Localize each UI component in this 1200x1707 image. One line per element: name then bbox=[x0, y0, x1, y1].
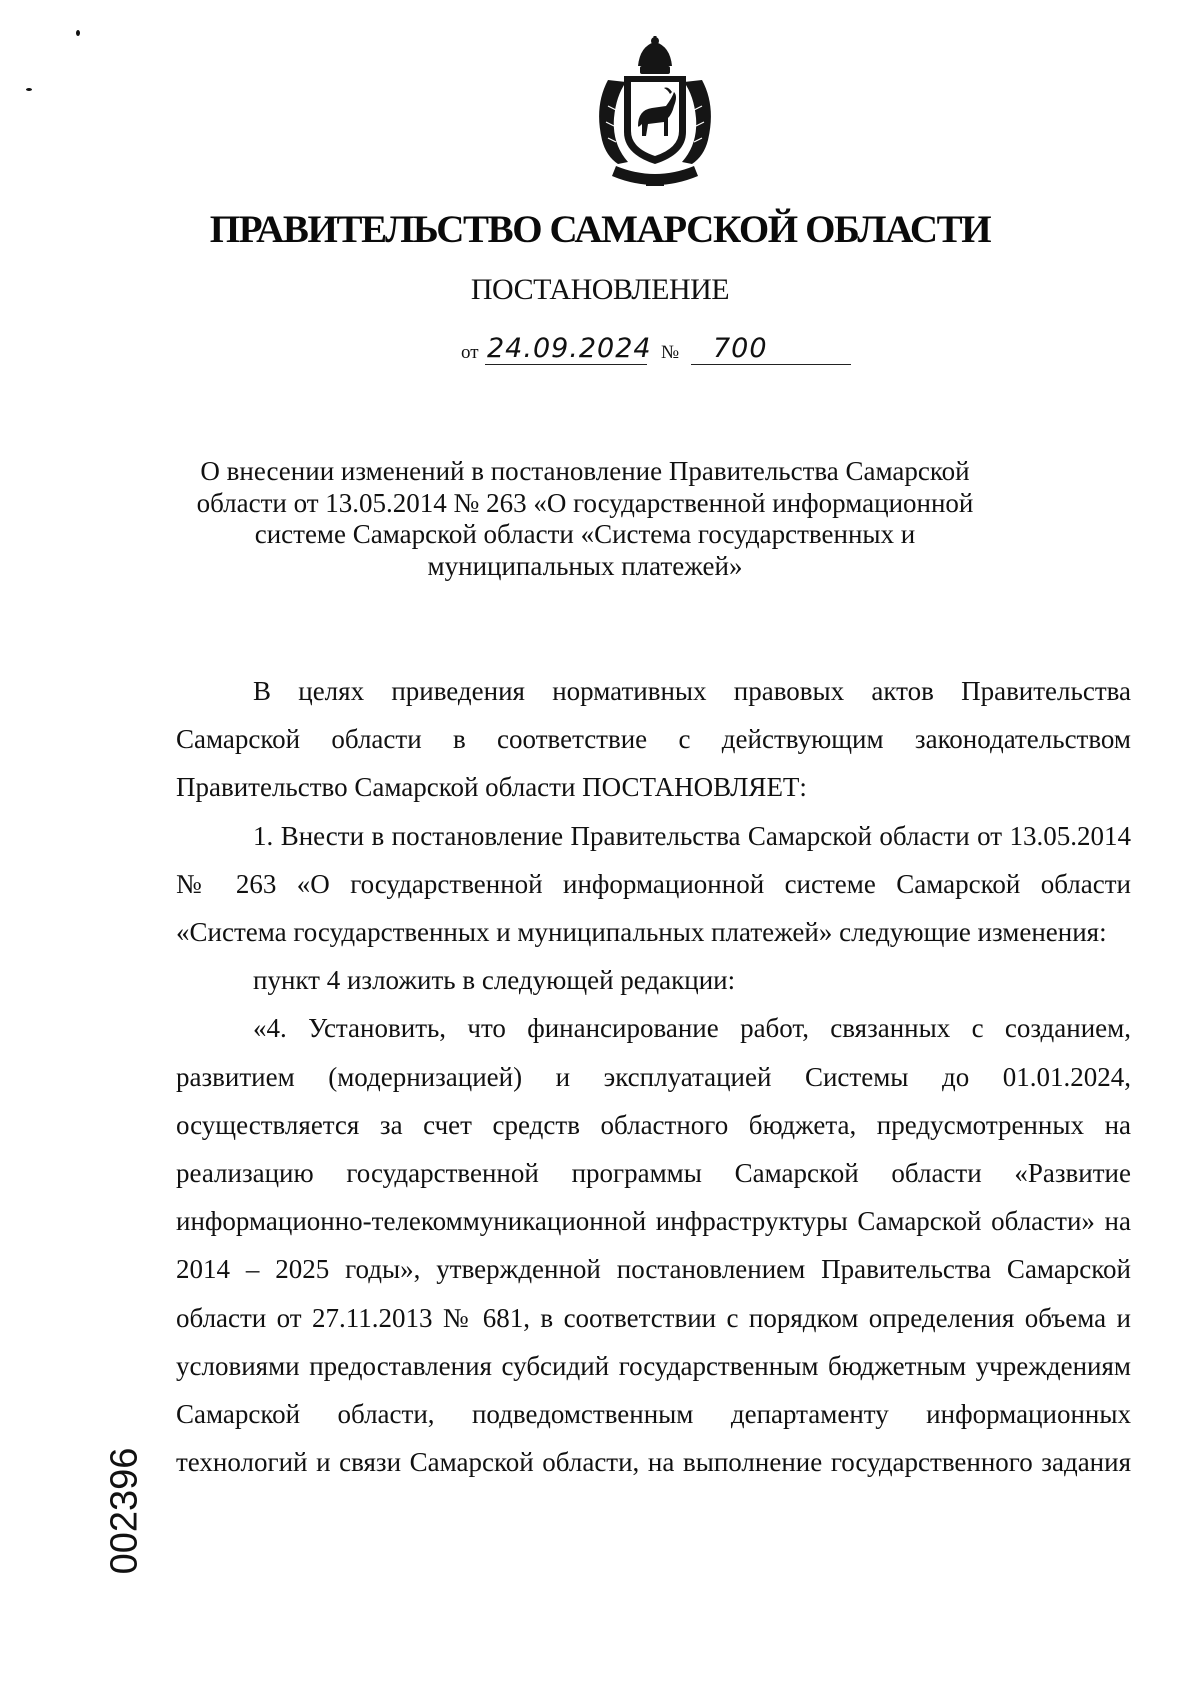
scan-speck bbox=[76, 30, 80, 36]
document-subject: О внесении изменений в постановление Правительства Самарской области от 13.05.2014 № 263 «О государственной информационной системе Самарской области «Система государственных и муниципальных платежей» bbox=[196, 456, 974, 581]
number-prefix: № bbox=[661, 342, 680, 363]
coat-of-arms-emblem bbox=[588, 36, 722, 192]
body-paragraph-amendment: «4. Установить, что финансирование работ, связанных с созданием, развитием (модернизацией) и эксплуатацией Системы до 01.01.2024, осуществляется за счет средств областного бюджета, предусмотренных на реализацию государственной программы Самарской области «Развитие информационно-телекоммуникационной инфраструктуры Самарской области» на 2014 – 2025 годы», утвержденной постановлением Правительства Самарской области от 27.11.2013 № 681, в соответствии с порядком определения объема и условиями предоставления субсидий государственным бюджетным учреждениям Самарской области, подведомственным департаменту информационных технологий и связи Самарской области, на выполнение государственного задания bbox=[176, 1013, 1131, 1478]
date-underline bbox=[485, 364, 647, 365]
side-serial-number-text: 002396 bbox=[103, 1447, 146, 1574]
document-body bbox=[176, 667, 1131, 1486]
document-type: ПОСТАНОВЛЕНИЕ bbox=[470, 273, 730, 306]
date-number-line bbox=[461, 330, 851, 370]
document-date: 24.09.2024 bbox=[487, 333, 652, 364]
body-paragraph-item-1: 1. Внести в постановление Правительства Самарской области от 13.05.2014 № 263 «О государственной информационной системе Самарской области «Система государственных и муниципальных платежей» следующие изменения: bbox=[176, 820, 1131, 948]
document-number: 700 bbox=[713, 333, 768, 364]
side-serial-number bbox=[95, 1423, 155, 1598]
body-paragraph-intro: В целях приведения нормативных правовых актов Правительства Самарской области в соответствие с действующим законодательством Правительство Самарской области ПОСТАНОВЛЯЕТ: bbox=[176, 676, 1131, 803]
body-paragraph-point-4: пункт 4 изложить в следующей редакции: bbox=[253, 965, 736, 996]
date-prefix: от bbox=[461, 342, 479, 363]
scan-speck bbox=[26, 88, 32, 91]
government-title: ПРАВИТЕЛЬСТВО САМАРСКОЙ ОБЛАСТИ bbox=[209, 208, 991, 251]
number-underline bbox=[691, 364, 851, 365]
